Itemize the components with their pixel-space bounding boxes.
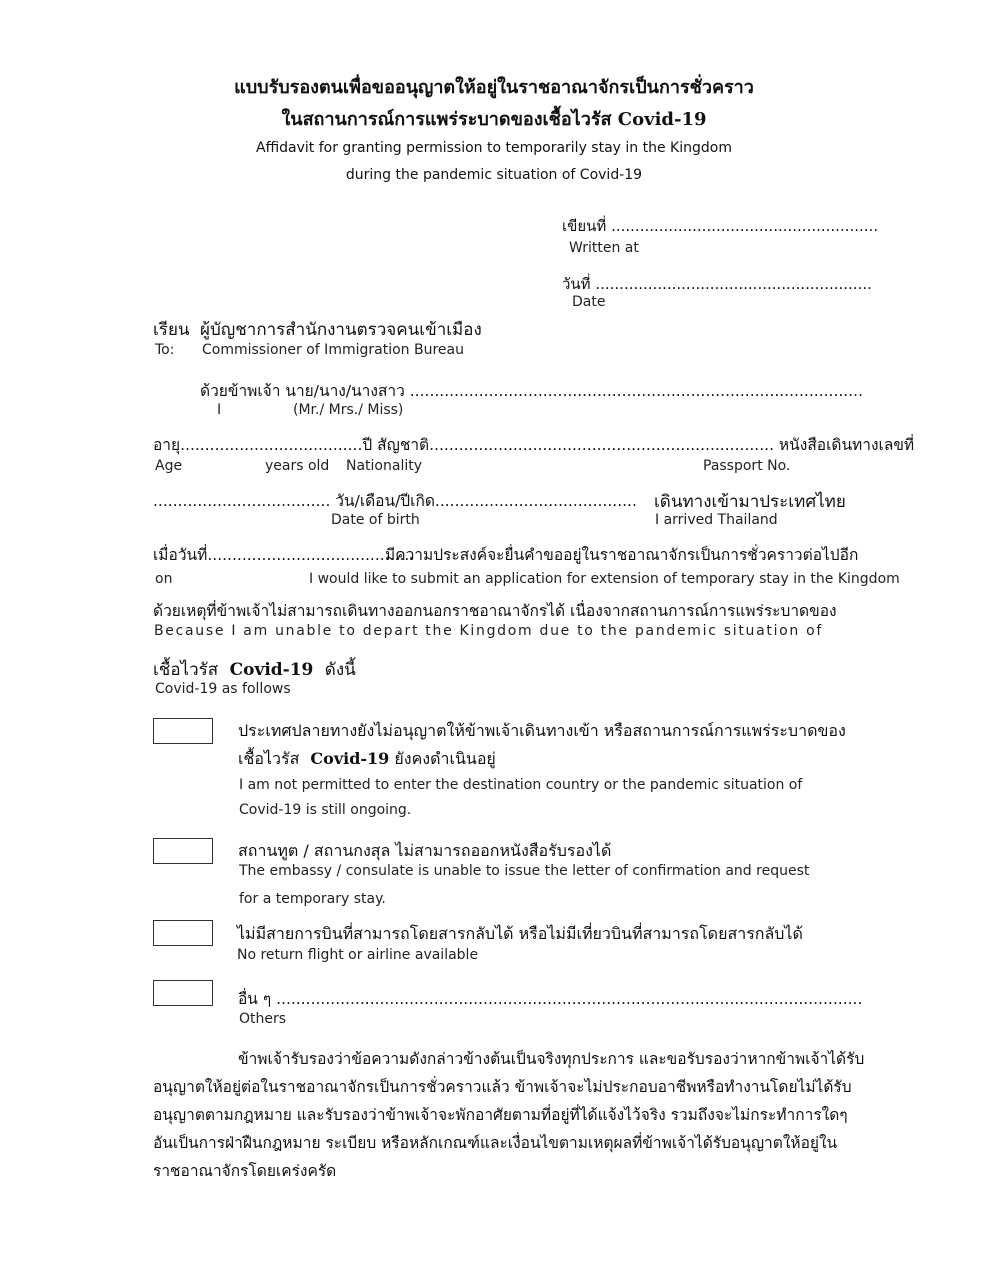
to-th-label: เรียน	[153, 320, 190, 340]
option-1-th-line2	[238, 747, 496, 772]
declaration-line5: ราชอาณาจักรโดยเคร่งครัด	[153, 1162, 337, 1180]
arrived-th-label: เดินทางเข้ามาประเทศไทย	[654, 492, 846, 512]
title-en-line1: Affidavit for granting permission to temporarily stay in the Kingdom	[256, 140, 732, 156]
arrived-en-label: I arrived Thailand	[655, 512, 778, 528]
option-1-en-line2: Covid-19 is still ongoing.	[239, 802, 412, 818]
option-1-en-line1: I am not permitted to enter the destination country or the pandemic situation of	[239, 777, 803, 793]
option-3-checkbox[interactable]	[153, 920, 213, 946]
i-label: I	[217, 402, 222, 418]
option-2-en-line2: for a temporary stay.	[239, 891, 386, 907]
option-1-th-prefix: เชื้อไวรัส	[238, 749, 300, 768]
option-3-en-line1: No return flight or airline available	[237, 947, 479, 963]
written-at-field[interactable]: เขียนที่ ........................................................	[562, 217, 879, 235]
submit-en-text: I would like to submit an application for extension of temporary stay in the Kingdom	[309, 571, 900, 587]
declaration-line4: อันเป็นการฝ่าฝืนกฎหมาย ระเบียบ หรือหลักเกณฑ์และเงื่อนไขตามเหตุผลที่ข้าพเจ้าได้รับอนุญาตให้อยู่ใน	[153, 1134, 838, 1152]
option-2-th-line1: สถานทูต / สถานกงสุล ไม่สามารถออกหนังสือรับรองได้	[238, 841, 612, 860]
reason-th-text: ด้วยเหตุที่ข้าพเจ้าไม่สามารถเดินทางออกนอกราชอาณาจักรได้ เนื่องจากสถานการณ์การแพร่ระบาดของ	[153, 602, 837, 620]
virus-en-text: Covid-19 as follows	[155, 681, 291, 697]
title-th-line1: แบบรับรองตนเพื่อขออนุญาตให้อยู่ในราชอาณาจักรเป็นการชั่วคราว	[234, 77, 754, 98]
virus-th-line	[153, 656, 356, 683]
option-4-en-line1: Others	[239, 1011, 287, 1027]
to-en-value: Commissioner of Immigration Bureau	[202, 342, 464, 358]
option-1-th-line1: ประเทศปลายทางยังไม่อนุญาตให้ข้าพเจ้าเดินทางเข้า หรือสถานการณ์การแพร่ระบาดของ	[238, 721, 846, 740]
age-label: Age	[155, 458, 183, 474]
option-2-checkbox[interactable]	[153, 838, 213, 864]
title-th-line2	[0, 104, 988, 133]
option-1-covid: Covid-19	[310, 749, 390, 768]
title-en-label: (Mr./ Mrs./ Miss)	[293, 402, 404, 418]
date-field[interactable]: วันที่ ..........................................................	[562, 275, 872, 293]
option-4-checkbox[interactable]	[153, 980, 213, 1006]
date-label: Date	[572, 294, 606, 310]
on-date-field[interactable]: เมื่อวันที่..........................................	[153, 546, 415, 564]
to-en-label: To:	[155, 342, 175, 358]
on-label: on	[155, 571, 173, 587]
virus-covid: Covid-19	[229, 660, 314, 680]
option-1-checkbox[interactable]	[153, 718, 213, 744]
declaration-line1: ข้าพเจ้ารับรองว่าข้อความดังกล่าวข้างต้นเป็นจริงทุกประการ และขอรับรองว่าหากข้าพเจ้าได้รับ	[238, 1050, 865, 1068]
dob-field[interactable]: .................................... วัน/เดือน/ปีเกิด.........................................	[153, 492, 637, 510]
age-nationality-passport-row[interactable]: อายุ.....................................ปี สัญชาติ...................................................................... หนังสือเดินทางเลขที่	[153, 436, 915, 454]
passport-label: Passport No.	[703, 458, 791, 474]
option-3-th-line1: ไม่มีสายการบินที่สามารถโดยสารกลับได้ หรือไม่มีเที่ยวบินที่สามารถโดยสารกลับได้	[237, 924, 803, 943]
option-2-en-line1: The embassy / consulate is unable to issue the letter of confirmation and request	[239, 863, 810, 879]
virus-th-prefix: เชื้อไวรัส	[153, 660, 219, 680]
years-old-label: years old	[265, 458, 330, 474]
applicant-name-field[interactable]: ด้วยข้าพเจ้า นาย/นาง/นางสาว ............................................................................................	[200, 382, 864, 400]
declaration-line2: อนุญาตให้อยู่ต่อในราชอาณาจักรเป็นการชั่วคราวแล้ว ข้าพเจ้าจะไม่ประกอบอาชีพหรือทำงานโดยไม่ได้รับ	[153, 1078, 852, 1096]
title-th-line2-prefix: ในสถานการณ์การแพร่ระบาดของเชื้อไวรัส	[281, 109, 612, 130]
title-covid: Covid-19	[617, 109, 707, 130]
reason-en-text: Because I am unable to depart the Kingdom due to the pandemic situation of	[154, 623, 824, 639]
written-at-label: Written at	[569, 240, 639, 256]
extension-wish-text: มีความประสงค์จะยื่นคำขออยู่ในราชอาณาจักรเป็นการชั่วคราวต่อไปอีก	[385, 546, 859, 564]
option-4-others-field[interactable]: อื่น ๆ .......................................................................................................................	[238, 990, 863, 1008]
dob-label: Date of birth	[331, 512, 420, 528]
title-en-line2: during the pandemic situation of Covid-19	[345, 167, 643, 183]
to-th-value: ผู้บัญชาการสำนักงานตรวจคนเข้าเมือง	[200, 320, 482, 340]
virus-follows: ดังนี้	[324, 660, 356, 680]
declaration-line3: อนุญาตตามกฎหมาย และรับรองว่าข้าพเจ้าจะพักอาศัยตามที่อยู่ที่ได้แจ้งไว้จริง รวมถึงจะไม่กระทำการใดๆ	[153, 1106, 848, 1124]
option-1-th-suffix: ยังคงดำเนินอยู่	[394, 749, 496, 768]
nationality-label: Nationality	[346, 458, 423, 474]
